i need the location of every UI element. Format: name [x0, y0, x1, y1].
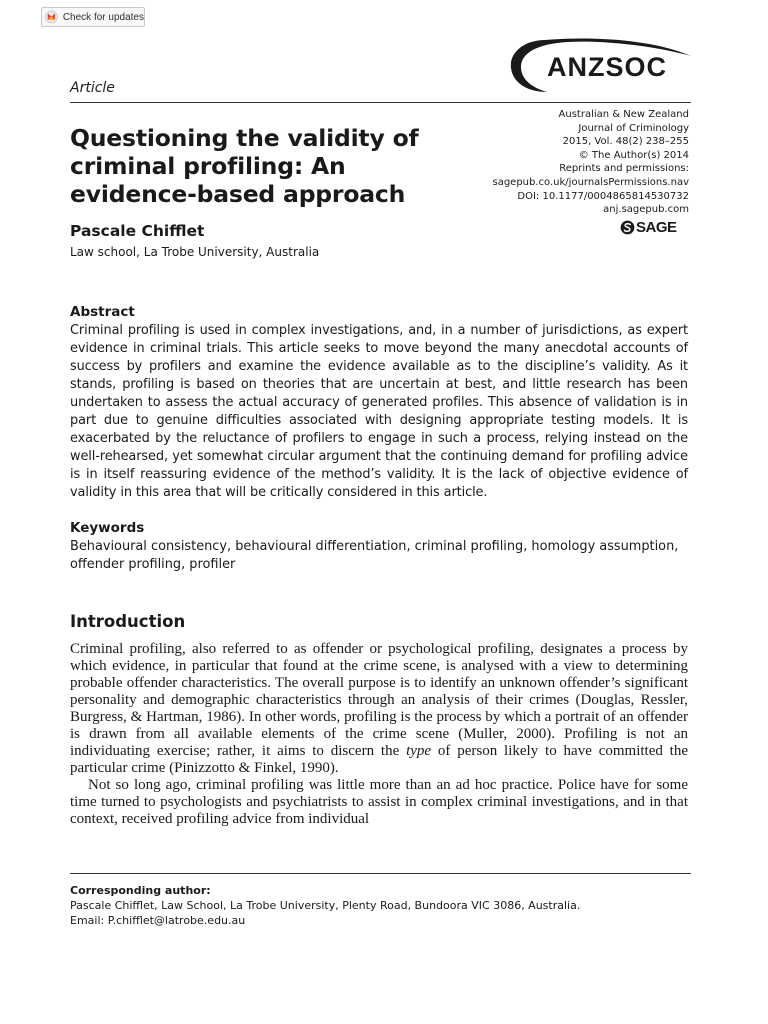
- permissions-link[interactable]: sagepub.co.uk/journalsPermissions.nav: [492, 176, 689, 188]
- intro-p1-text-a: Criminal profiling, also referred to as offender or psychological profiling, designates a process by which evidence, in particular that found at the crime scene, is analysed with a view to determining probable offender characteristics. The overall purpose is to identify an unknown offender’s significant personality and demographic characteristics through an analysis of their crimes (Douglas, Ressler, Burgress, & Hartman, 1986). In other words, profiling is the process by which a portrait of an offender is drawn from all available elements of the crime scene (Muller, 2000). Profiling is not an individuating exercise; rather, it aims to discern the: [70, 641, 688, 759]
- abstract-heading: Abstract: [70, 304, 135, 320]
- author-affiliation: Law school, La Trobe University, Australia: [70, 245, 320, 259]
- article-type-label: Article: [70, 80, 115, 96]
- keywords-text: Behavioural consistency, behavioural differentiation, criminal profiling, homology assumption, offender profiling, profiler: [70, 539, 679, 572]
- copyright: © The Author(s) 2014: [578, 149, 689, 161]
- article-title: Questioning the validity of criminal profiling: An evidence-based approach: [70, 124, 419, 208]
- intro-p1-text-b: of person likely to have committed the particular crime (Pinizzotto & Finkel, 1990).: [70, 743, 689, 776]
- sage-s-icon: [620, 220, 635, 235]
- journal-name-line-1: Australian & New Zealand: [558, 109, 689, 120]
- corresponding-author-address: Pascale Chifflet, Law School, La Trobe University, Plenty Road, Bundoora VIC 3086, Australia.: [70, 899, 581, 912]
- anzsoc-logo-text: ANZSOC: [547, 52, 667, 82]
- introduction-heading: Introduction: [70, 612, 186, 631]
- doi-link[interactable]: DOI: 10.1177/0004865814530732: [517, 190, 689, 202]
- journal-name-line-2: Journal of Criminology: [578, 122, 689, 134]
- check-for-updates-button[interactable]: [41, 7, 145, 27]
- sage-logo-text: SAGE: [636, 218, 677, 236]
- journal-info: [429, 108, 689, 217]
- sage-logo: [620, 218, 677, 236]
- anzsoc-logo: [505, 34, 693, 96]
- author-name: Pascale Chifflet: [70, 222, 205, 240]
- footnote-divider: [70, 873, 691, 874]
- keywords-heading: Keywords: [70, 520, 145, 536]
- check-for-updates-label: Check for updates: [62, 11, 144, 23]
- journal-volume: 2015, Vol. 48(2) 238–255: [562, 136, 689, 148]
- header-divider: [70, 102, 691, 103]
- corresponding-author-email[interactable]: Email: P.chifflet@latrobe.edu.au: [70, 914, 246, 927]
- intro-p1-emphasis: type: [406, 743, 432, 759]
- introduction-paragraph-1: [70, 641, 688, 777]
- reprints-label: Reprints and permissions:: [559, 163, 689, 175]
- abstract-text: Criminal profiling is used in complex investigations, and, in a number of jurisdictions, as expert evidence in criminal trials. This article seeks to move beyond the many anecdotal accounts of success by profilers and examine the evidence available as to the discipline’s validity. As it stands, profiling is based on theories that are uncertain at best, and little research has been undertaken to assess the actual accuracy of generated profiles. This absence of validation is in part due to genuine difficulties associated with designing appropriate testing models. It is exacerbated by the reluctance of profilers to engage in such a process, relying instead on the well-rehearsed, yet somewhat circular argument that the continuing demand for profiling advice is in itself reassuring evidence of the method’s validity. It is the lack of objective evidence of validity in this area that will be critically considered in this article.: [70, 323, 688, 500]
- introduction-body: [70, 641, 688, 828]
- journal-website-link[interactable]: anj.sagepub.com: [603, 204, 689, 216]
- crossmark-icon: [45, 10, 58, 24]
- corresponding-author-heading: Corresponding author:: [70, 884, 211, 897]
- introduction-paragraph-2: Not so long ago, criminal profiling was little more than an ad hoc practice. Police have for some time turned to psychologists and psychiatrists to assist in complex criminal investigations, and in that context, received profiling advice from individual: [70, 777, 688, 827]
